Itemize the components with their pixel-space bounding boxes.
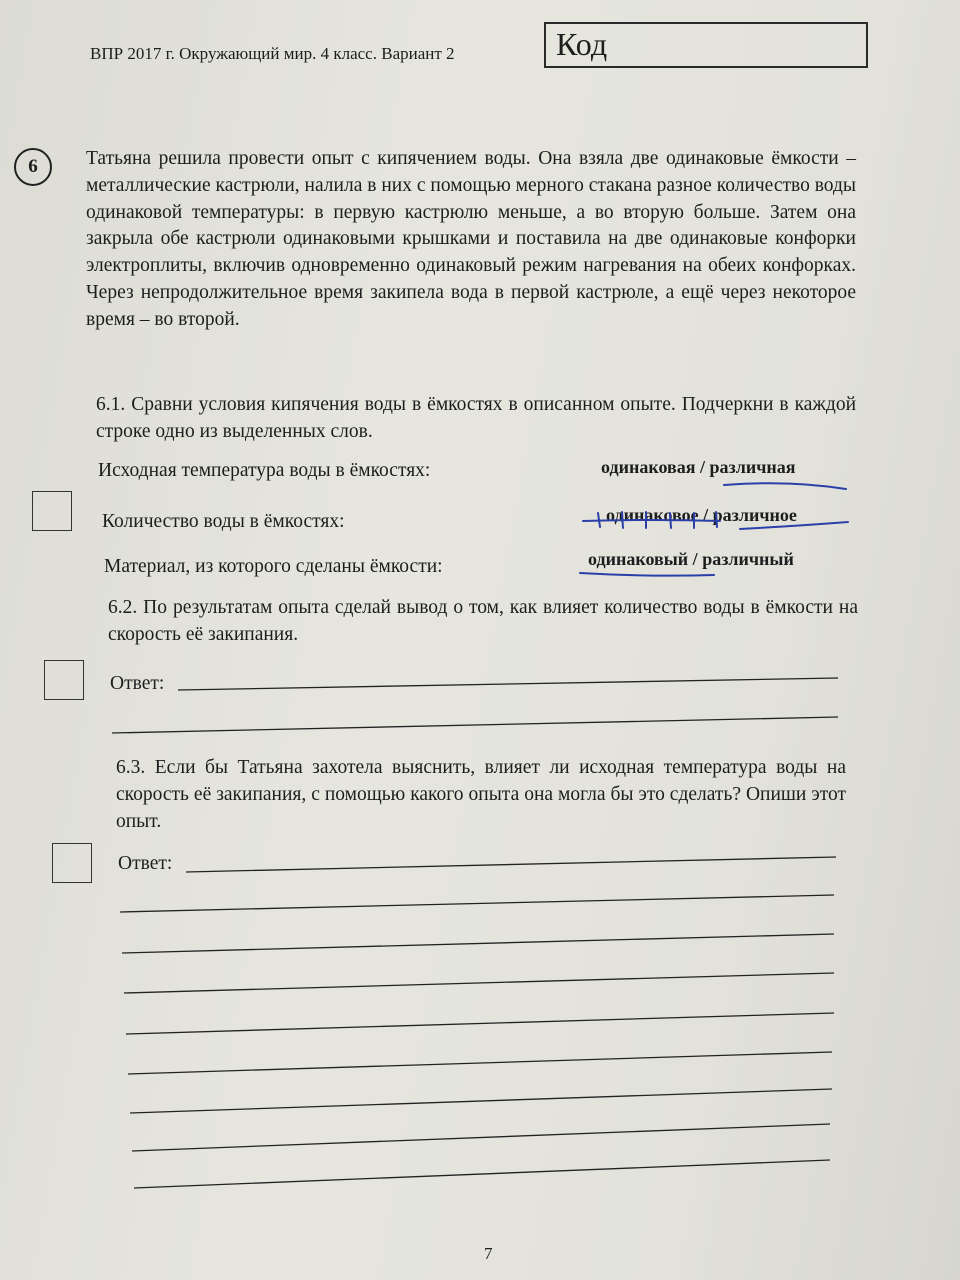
question-6-3: 6.3. Если бы Татьяна захотела выяснить, влияет ли исходная температура воды на скорость её закипания, с помощью какого опыта она могла бы это сделать? Опиши этот опыт.	[116, 757, 846, 832]
task-number: 6	[14, 148, 52, 186]
underline-razlichnoe	[740, 522, 848, 529]
code-label: Код	[556, 26, 608, 62]
row-3-option-2[interactable]: различный	[702, 549, 794, 569]
answer-label-6-3: Ответ:	[118, 853, 173, 874]
page-header: ВПР 2017 г. Окружающий мир. 4 класс. Вариант 2	[90, 44, 455, 63]
row-3-separator: /	[688, 549, 703, 569]
strike-odinakovoe	[583, 520, 720, 521]
row-2-label: Количество воды в ёмкостях:	[102, 511, 345, 532]
page-number: 7	[484, 1244, 493, 1263]
question-6-1: 6.1. Сравни условия кипячения воды в ёмкостях в описанном опыте. Подчеркни в каждой строке одно из выделенных слов.	[96, 394, 856, 442]
question-6-2: 6.2. По результатам опыта сделай вывод о том, как влияет количество воды в ёмкости на скорость её закипания.	[108, 597, 858, 645]
row-1-separator: /	[695, 457, 710, 477]
row-3-option-1[interactable]: одинаковый	[588, 549, 689, 569]
underline-odinakoviy	[580, 573, 714, 576]
task-text: Татьяна решила провести опыт с кипячением воды. Она взяла две одинаковые ёмкости – металлические кастрюли, налила в них с помощью мерного стакана разное количество воды одинаковой температуры: в первую кастрюлю меньше, а во вторую больше. Затем она закрыла обе кастрюли одинаковыми крышками и поставила на две одинаковые конфорки электроплиты, включив одновременно одинаковый режим нагревания на обеих конфорках. Через непродолжительное время закипела вода в первой кастрюле, а ещё через некоторое время – во второй.	[86, 148, 856, 330]
row-1-label: Исходная температура воды в ёмкостях:	[98, 460, 431, 481]
row-1-option-2[interactable]: различная	[709, 457, 796, 477]
row-2-separator: /	[698, 505, 713, 525]
row-1-option-1[interactable]: одинаковая	[601, 457, 696, 477]
answer-label-6-2: Ответ:	[110, 673, 165, 694]
row-2-option-1[interactable]: одинаковое	[606, 505, 699, 525]
row-2-option-2[interactable]: различное	[712, 505, 797, 525]
underline-razlichnaya	[724, 483, 846, 489]
row-3-label: Материал, из которого сделаны ёмкости:	[104, 556, 443, 577]
